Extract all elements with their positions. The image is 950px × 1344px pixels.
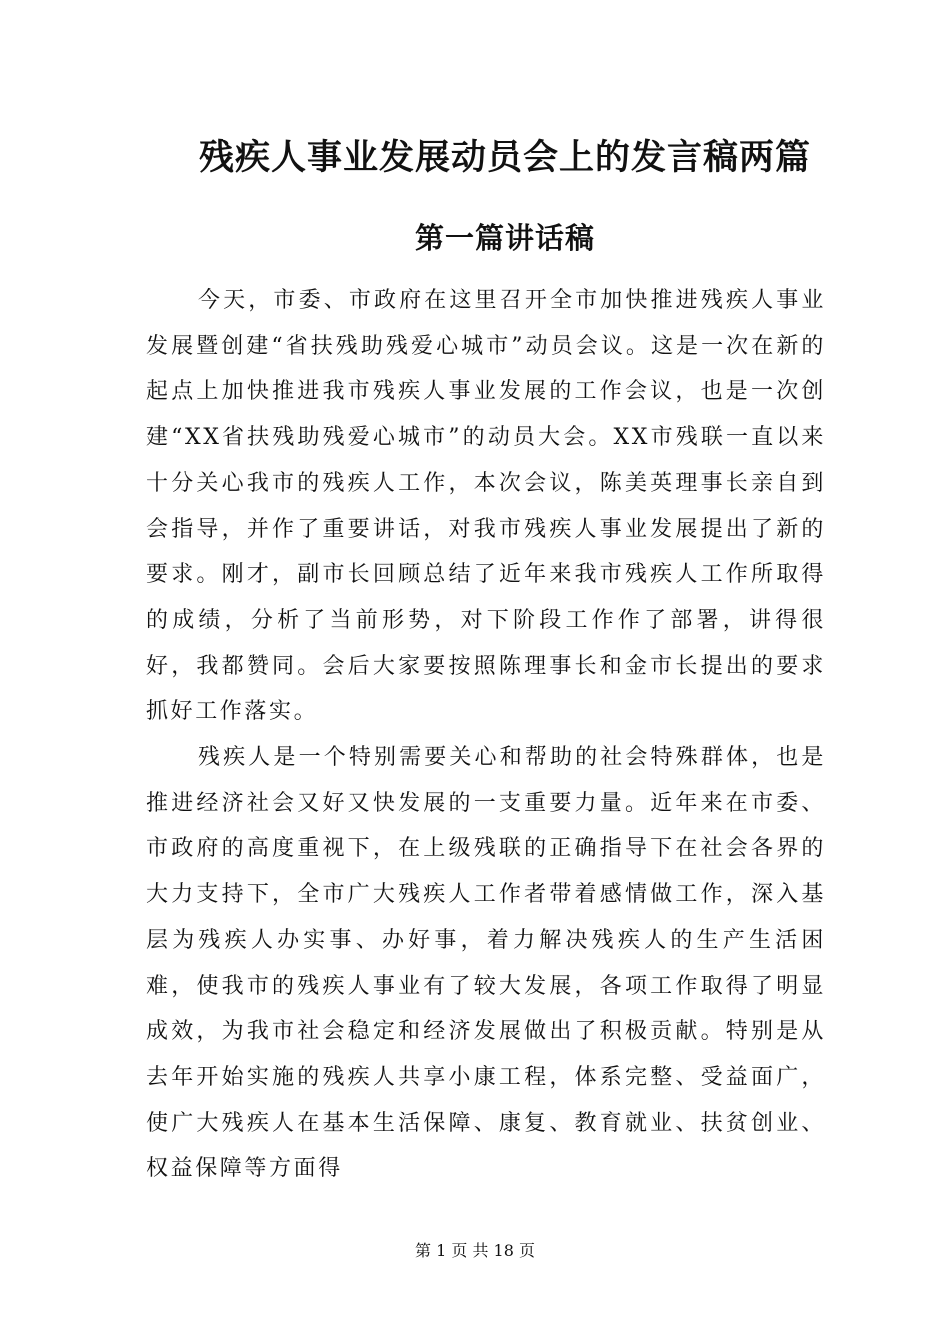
document-body xyxy=(146,278,826,1192)
page-number: 第 1 页 共 18 页 xyxy=(415,1241,535,1260)
section-title: 第一篇讲话稿 xyxy=(414,221,595,255)
paragraph-2: 残疾人是一个特别需要关心和帮助的社会特殊群体，也是推进经济社会又好又快发展的一支重要力量。近年来在市委、市政府的高度重视下，在上级残联的正确指导下在社会各界的大力支持下，全市广大残疾人工作者带着感情做工作，深入基层为残疾人办实事、办好事，着力解决残疾人的生产生活困难，使我市的残疾人事业有了较大发展，各项工作取得了明显成效，为我市社会稳定和经济发展做出了积极贡献。特别是从去年开始实施的残疾人共享小康工程，体系完整、受益面广，使广大残疾人在基本生活保障、康复、教育就业、扶贫创业、权益保障等方面得 xyxy=(146,745,826,1182)
document-title: 残疾人事业发展动员会上的发言稿两篇 xyxy=(198,137,811,178)
paragraph-1: 今天，市委、市政府在这里召开全市加快推进残疾人事业发展暨创建“省扶残助残爱心城市”动员会议。这是一次在新的起点上加快推进我市残疾人事业发展的工作会议，也是一次创建“XX省扶残助残爱心城市”的动员大会。XX市残联一直以来十分关心我市的残疾人工作，本次会议，陈美英理事长亲自到会指导，并作了重要讲话，对我市残疾人事业发展提出了新的要求。刚才，副市长回顾总结了近年来我市残疾人工作所取得的成绩，分析了当前形势，对下阶段工作作了部署，讲得很好，我都赞同。会后大家要按照陈理事长和金市长提出的要求抓好工作落实。 xyxy=(146,288,826,725)
